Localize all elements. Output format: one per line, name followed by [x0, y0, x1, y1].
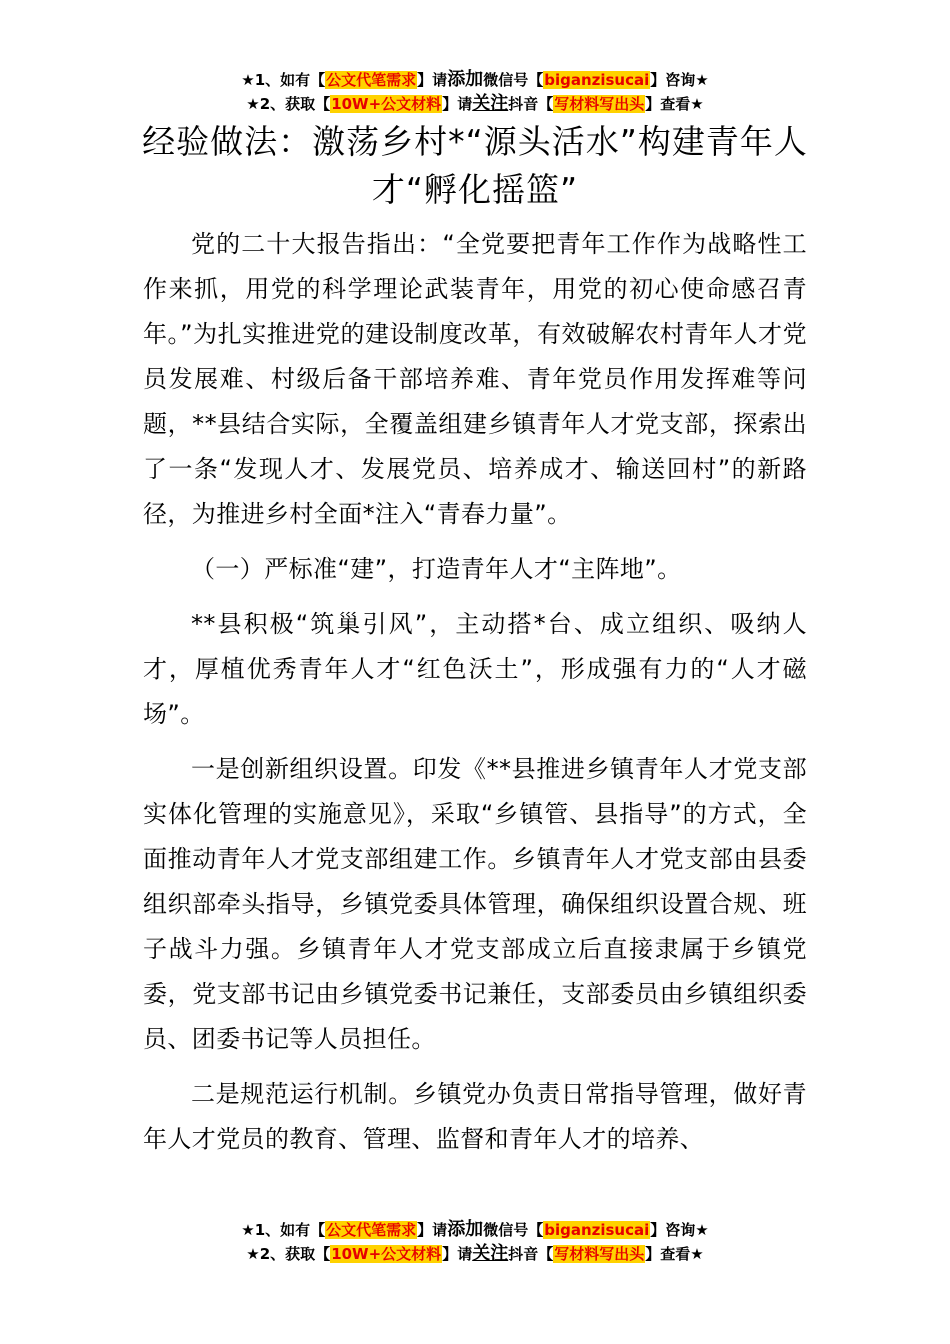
banner-emphasis: 关注 [472, 93, 509, 114]
banner-highlight: biganzisucai [544, 71, 650, 89]
banner-text: 抖音【 [508, 1245, 554, 1263]
banner-text: ★2、获取【 [246, 1245, 331, 1263]
banner-text: 抖音【 [508, 95, 554, 113]
document-title: 经验做法：激荡乡村*“源头活水”构建青年人才“孵化摇篮” [142, 122, 808, 209]
header-banner [0, 68, 950, 116]
banner-text: ★1、如有【 [241, 71, 326, 89]
section-heading: （一）严标准“建”，打造青年人才“主阵地”。 [191, 555, 682, 583]
banner-emphasis: 添加 [447, 69, 484, 90]
banner-text: ★1、如有【 [241, 1221, 326, 1239]
banner-text: 】查看★ [645, 1245, 704, 1263]
paragraph: 二是规范运行机制。乡镇党办负责日常指导管理，做好青年人才党员的教育、管理、监督和青年人才的培养、 [143, 1080, 807, 1153]
banner-highlight: 10W+公文材料 [331, 1245, 442, 1263]
banner-text: 微信号【 [483, 1221, 544, 1239]
banner-text: 】请 [417, 71, 448, 89]
paragraph-intro: 党的二十大报告指出：“全党要把青年工作作为战略性工作来抓，用党的科学理论武装青年，用党的初心使命感召青年。”为扎实推进党的建设制度改革，有效破解农村青年人才党员发展难、村级后备干部培养难、青年党员作用发挥难等问题，**县结合实际，全覆盖组建乡镇青年人才党支部，探索出了一条“发现人才、发展党员、培养成才、输送回村”的新路径，为推进乡村全面*注入“青春力量”。 [143, 230, 807, 528]
paragraph: 一是创新组织设置。印发《**县推进乡镇青年人才党支部实体化管理的实施意见》，采取“乡镇管、县指导”的方式，全面推动青年人才党支部组建工作。乡镇青年人才党支部由县委组织部牵头指导，乡镇党委具体管理，确保组织设置合规、班子战斗力强。乡镇青年人才党支部成立后直接隶属于乡镇党委，党支部书记由乡镇党委书记兼任，支部委员由乡镇组织委员、团委书记等人员担任。 [143, 755, 807, 1053]
banner-highlight: biganzisucai [544, 1221, 650, 1239]
banner-text: 】请 [442, 95, 473, 113]
banner-text: 】咨询★ [650, 1221, 709, 1239]
document-body [143, 222, 807, 1172]
banner-highlight: 10W+公文材料 [331, 95, 442, 113]
banner-text: 】请 [442, 1245, 473, 1263]
banner-highlight: 公文代笔需求 [326, 71, 417, 89]
banner-text: 微信号【 [483, 71, 544, 89]
banner-line-2 [0, 92, 950, 116]
banner-text: 】咨询★ [650, 71, 709, 89]
banner-line-1 [0, 1218, 950, 1242]
paragraph: **县积极“筑巢引风”，主动搭*台、成立组织、吸纳人才，厚植优秀青年人才“红色沃土”，形成强有力的“人才磁场”。 [143, 610, 807, 728]
banner-text: 】请 [417, 1221, 448, 1239]
banner-emphasis: 关注 [472, 1243, 509, 1264]
banner-highlight: 公文代笔需求 [326, 1221, 417, 1239]
banner-text: 】查看★ [645, 95, 704, 113]
banner-line-1 [0, 68, 950, 92]
banner-highlight: 写材料写出头 [554, 1245, 645, 1263]
banner-text: ★2、获取【 [246, 95, 331, 113]
banner-highlight: 写材料写出头 [554, 95, 645, 113]
banner-line-2 [0, 1242, 950, 1266]
banner-emphasis: 添加 [447, 1219, 484, 1240]
footer-banner [0, 1218, 950, 1266]
